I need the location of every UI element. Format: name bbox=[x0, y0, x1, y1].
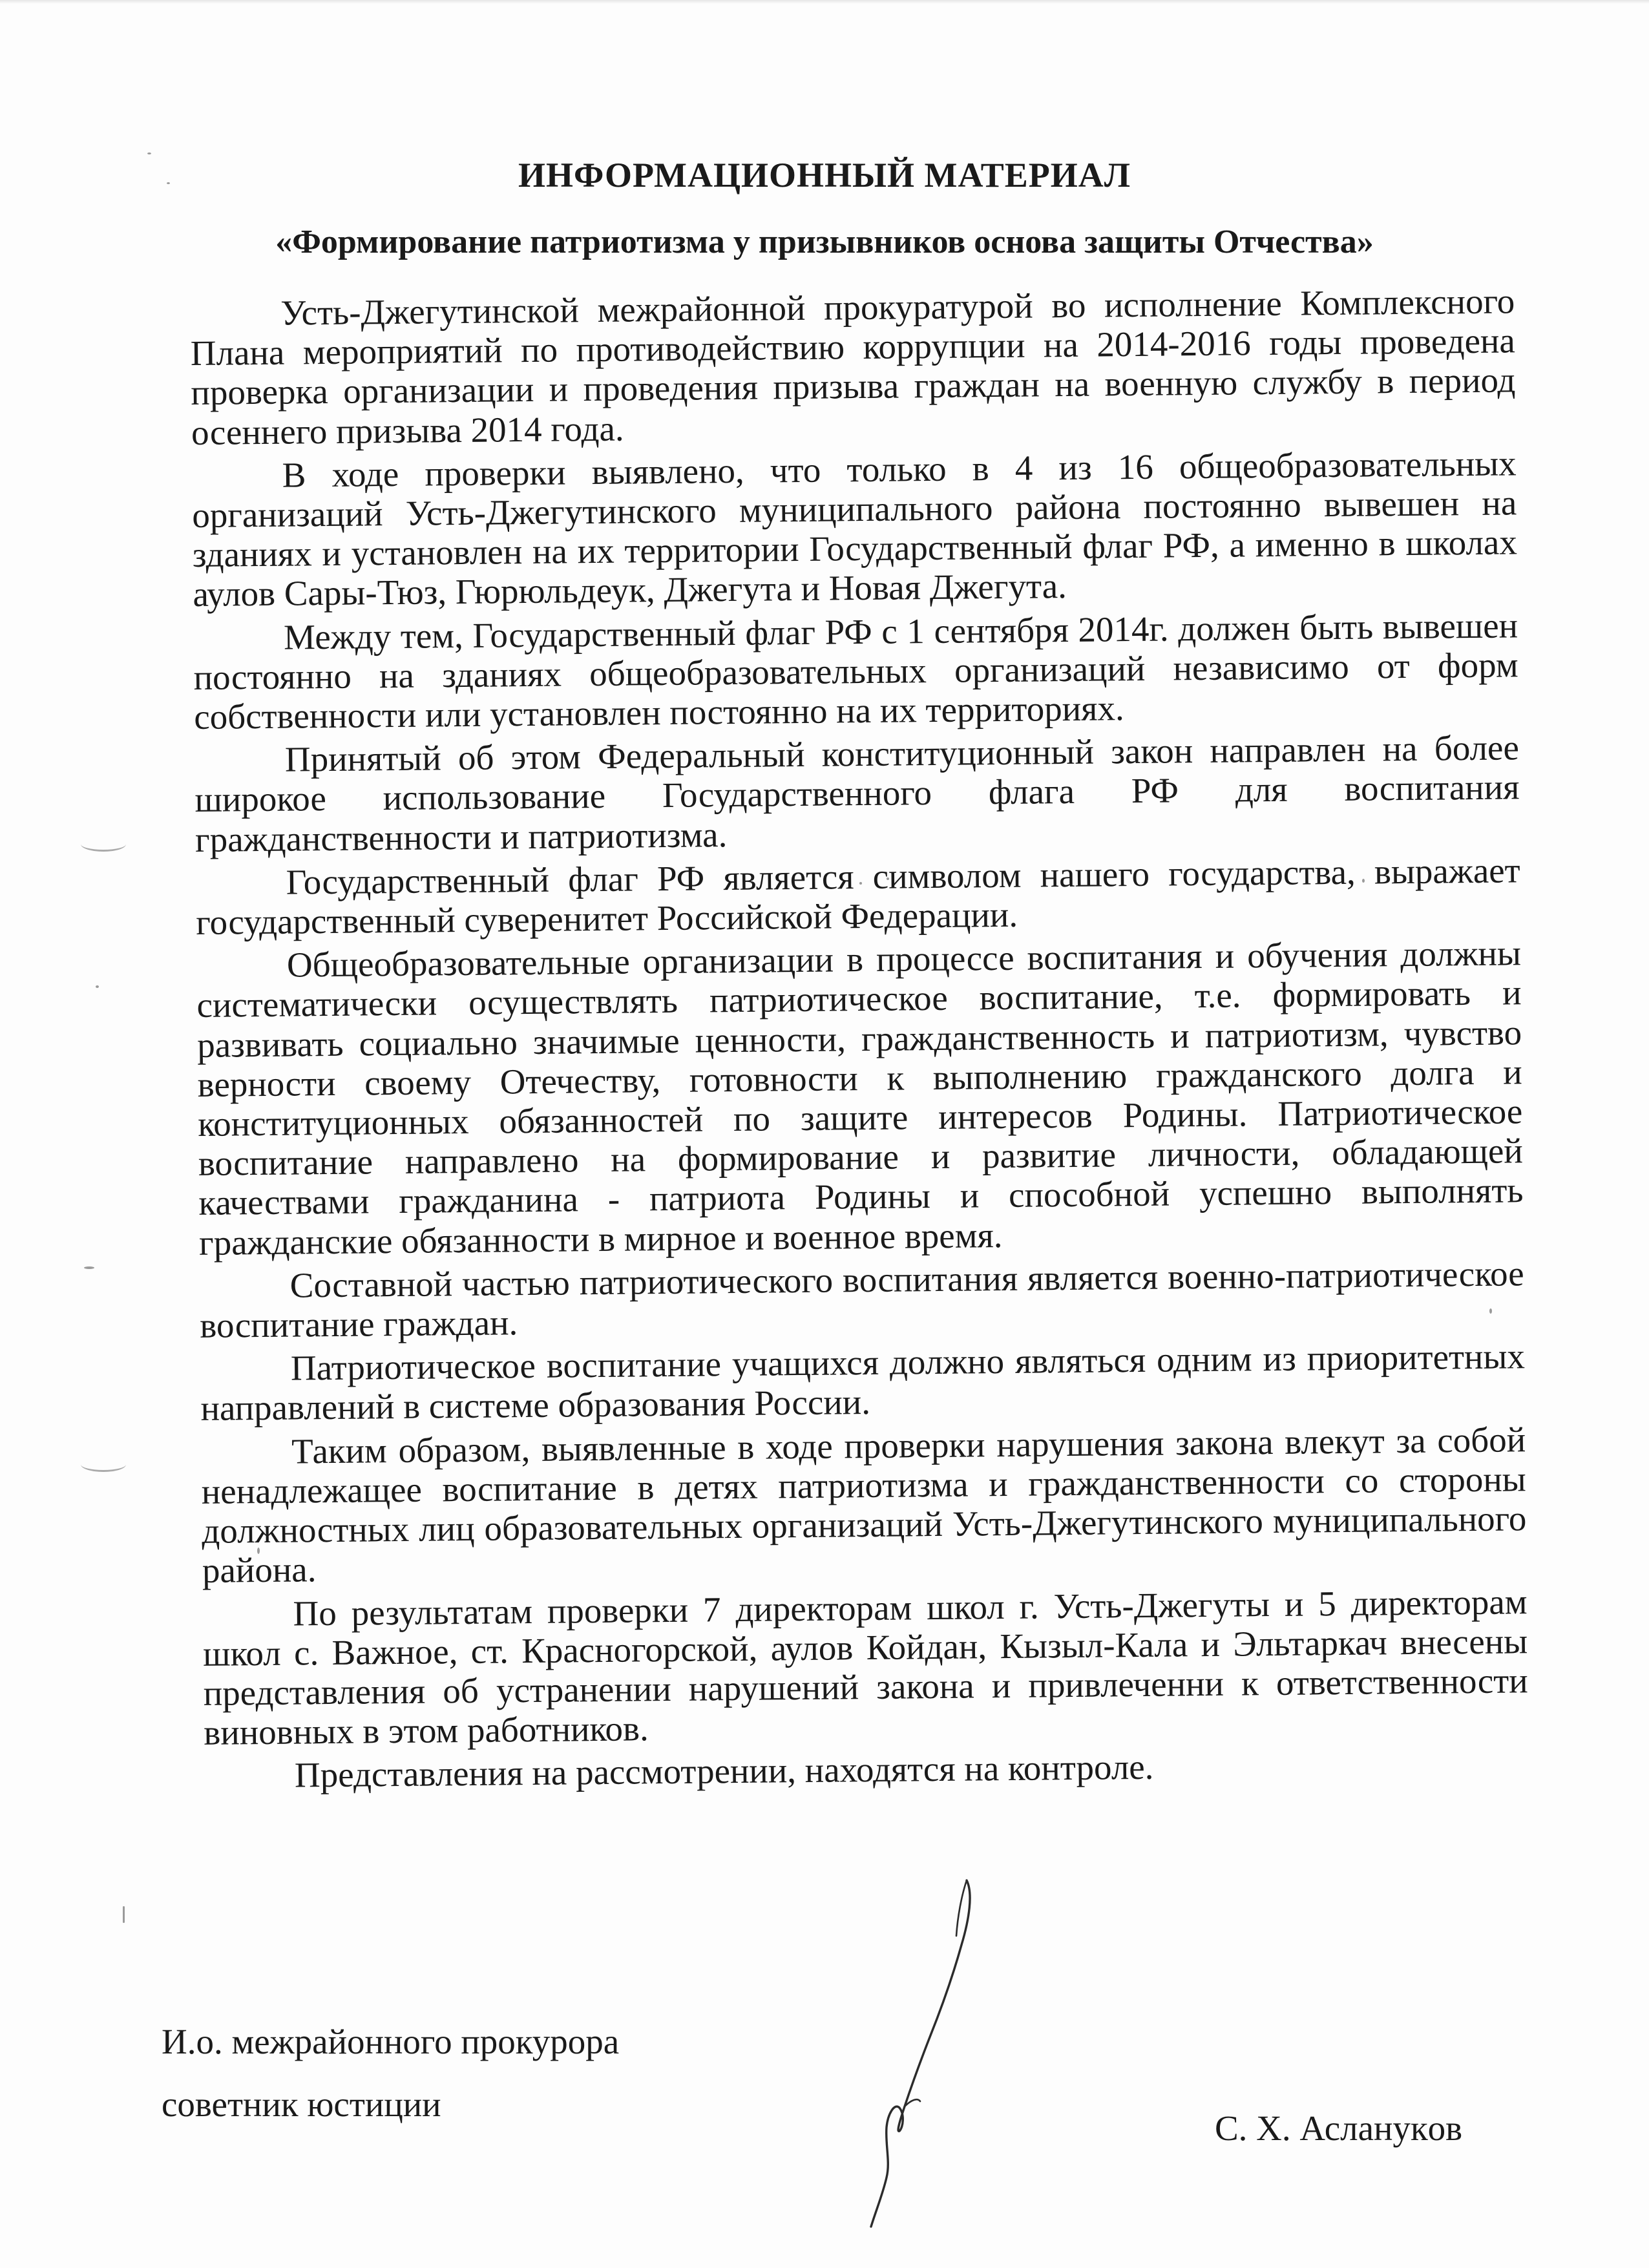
body-paragraph: Патриотическое воспитание учащихся должно являться одним из приоритетных направлений в системе образования России. bbox=[200, 1336, 1526, 1429]
body-paragraph: Государственный флаг РФ является символом нашего государства, выражает государственный суверенитет Российской Федерации. bbox=[196, 850, 1520, 943]
document-title: ИНФОРМАЦИОННЫЙ МАТЕРИАЛ bbox=[518, 156, 1131, 194]
document-subtitle: «Формирование патриотизма у призывников основа защиты Отчества» bbox=[275, 224, 1374, 260]
body-paragraph: Таким образом, выявленные в ходе проверки нарушения закона влекут за собой ненадлежащее воспитание в детях патриотизма и гражданственности со стороны должностных лиц образовательных организаций Усть-Джегутинского муниципального района. bbox=[201, 1419, 1527, 1591]
body-paragraph: Составной частью патриотического воспитания является военно-патриотическое воспитание граждан. bbox=[200, 1254, 1524, 1346]
body-paragraph: Представления на рассмотрении, находятся на контроле. bbox=[294, 1747, 1154, 1795]
signatory-position: И.о. межрайонного прокурора bbox=[162, 2022, 620, 2061]
body-paragraph: В ходе проверки выявлено, что только в 4 из 16 общеобразовательных организаций Усть-Джегутинского муниципального района постоянно вывешен на зданиях и установлен на их территории Государственный флаг РФ, а именно в школах аулов Сары-Тюз, Гюрюльдеук, Джегута и Новая Джегута. bbox=[191, 443, 1518, 614]
body-paragraph: Между тем, Государственный флаг РФ с 1 сентября 2014г. должен быть вывешен постоянно на зданиях общеобразовательных организаций независимо от форм собственности или установлен постоянно на их территориях. bbox=[193, 605, 1518, 737]
body-paragraph: По результатам проверки 7 директорам школ г. Усть-Джегуты и 5 директорам школ с. Важное, ст. Красногорской, аулов Койдан, Кызыл-Кала и Эльтаркач внесены представления об устранении нарушений закона и привлеченни к ответственности виновных в этом работников. bbox=[202, 1581, 1528, 1753]
body-paragraph: Усть-Джегутинской межрайонной прокуратурой во исполнение Комплексного Плана мероприятий по противодействию коррупции на 2014-2016 годы проведена проверка организации и проведения призыва граждан на военную службу в период осеннего призыва 2014 года. bbox=[190, 281, 1516, 452]
body-paragraph: Принятый об этом Федеральный конституционный закон направлен на более широкое использование Государственного флага РФ для воспитания гражданственности и патриотизма. bbox=[194, 728, 1520, 859]
signatory-rank: советник юстиции bbox=[162, 2084, 441, 2124]
body-paragraph: Общеобразовательные организации в процессе воспитания и обучения должны систематически осуществлять патриотическое воспитание, т.е. формировать и развивать социально значимые ценности, гражданственность и патриотизм, чувство верности своему Отечеству, готовности к выполнению гражданского долга и конституционных обязанностей по защите интересов Родины. Патриотическое воспитание направлено на формирование и развитие личности, обладающей качествами гражданина - патриота Родины и способной успешно выполнять гражданские обязанности в мирное и военное время. bbox=[196, 933, 1524, 1263]
handwritten-signature bbox=[814, 1874, 1027, 2236]
signatory-name: С. Х. Асланукoв bbox=[1215, 2108, 1463, 2148]
